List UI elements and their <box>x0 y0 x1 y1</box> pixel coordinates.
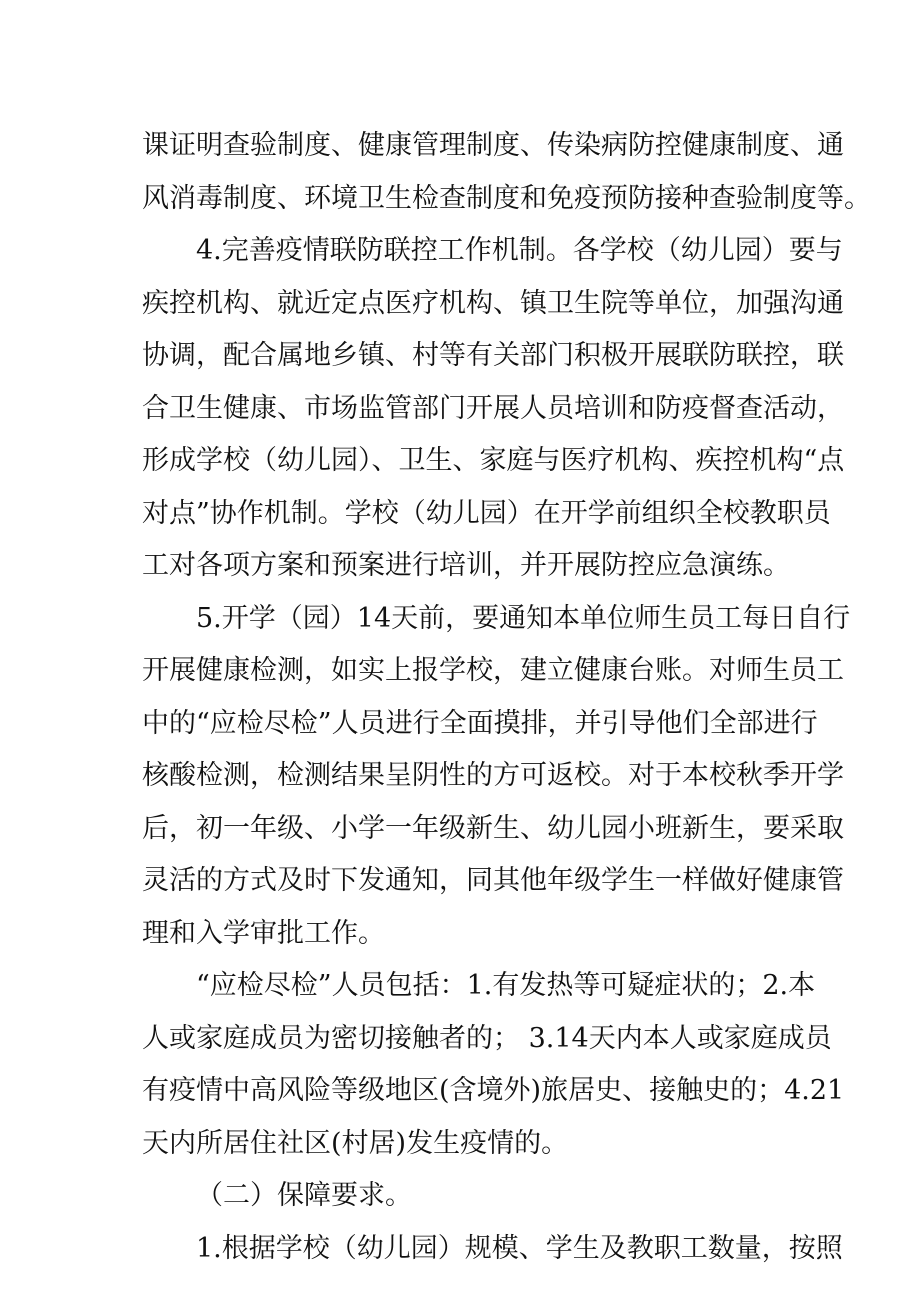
text-line: 天内所居住社区(村居)发生疫情的。 <box>142 1127 569 1159</box>
text-line: 工对各项方案和预案进行培训，并开展防控应急演练。 <box>142 550 790 581</box>
text-line: 合卫生健康、市场监管部门开展人员培训和防疫督查活动， <box>142 392 844 424</box>
text-line: 对点”协作机制。学校（幼儿园）在开学前组织全校教职员 <box>142 497 831 529</box>
document-body <box>142 120 871 1275</box>
text-line: 中的“应检尽检”人员进行全面摸排，并引导他们全部进行 <box>142 707 818 739</box>
text-line: 5.开学（园）14天前，要通知本单位师生员工每日自行 <box>196 602 851 634</box>
text-line: 后，初一年级、小学一年级新生、幼儿园小班新生，要采取 <box>142 812 844 844</box>
text-line: 形成学校（幼儿园）、卫生、家庭与医疗机构、疾控机构“点 <box>142 445 845 476</box>
text-line: 灵活的方式及时下发通知，同其他年级学生一样做好健康管 <box>142 865 844 896</box>
paragraph-continuation <box>142 120 871 225</box>
paragraph-item-1 <box>142 1223 843 1276</box>
text-line: 理和入学审批工作。 <box>142 917 385 949</box>
text-line: 人或家庭成员为密切接触者的； 3.14天内本人或家庭成员 <box>142 1022 832 1054</box>
text-line: 4.完善疫情联防联控工作机制。各学校（幼儿园）要与 <box>196 235 843 266</box>
text-line: “应检尽检”人员包括：1.有发热等可疑症状的；2.本 <box>196 970 816 1001</box>
paragraph-testing-scope <box>142 960 845 1170</box>
section-heading-text: （二）保障要求。 <box>196 1180 412 1211</box>
paragraph-item-5 <box>142 593 851 961</box>
section-heading <box>142 1170 782 1223</box>
text-line: 1.根据学校（幼儿园）规模、学生及教职工数量，按照 <box>196 1232 843 1264</box>
text-line: 核酸检测，检测结果呈阴性的方可返校。对于本校秋季开学 <box>142 760 844 791</box>
text-line: 有疫情中高风险等级地区(含境外)旅居史、接触史的；4.21 <box>142 1075 845 1106</box>
paragraph-item-4 <box>142 225 845 593</box>
text-line: 疾控机构、就近定点医疗机构、镇卫生院等单位，加强沟通 <box>142 287 844 319</box>
text-line: 风消毒制度、环境卫生检查制度和免疫预防接种查验制度等。 <box>142 182 871 214</box>
text-line: 协调，配合属地乡镇、村等有关部门积极开展联防联控，联 <box>142 340 844 371</box>
text-line: 课证明查验制度、健康管理制度、传染病防控健康制度、通 <box>142 130 844 161</box>
text-line: 开展健康检测，如实上报学校，建立健康台账。对师生员工 <box>142 655 844 686</box>
